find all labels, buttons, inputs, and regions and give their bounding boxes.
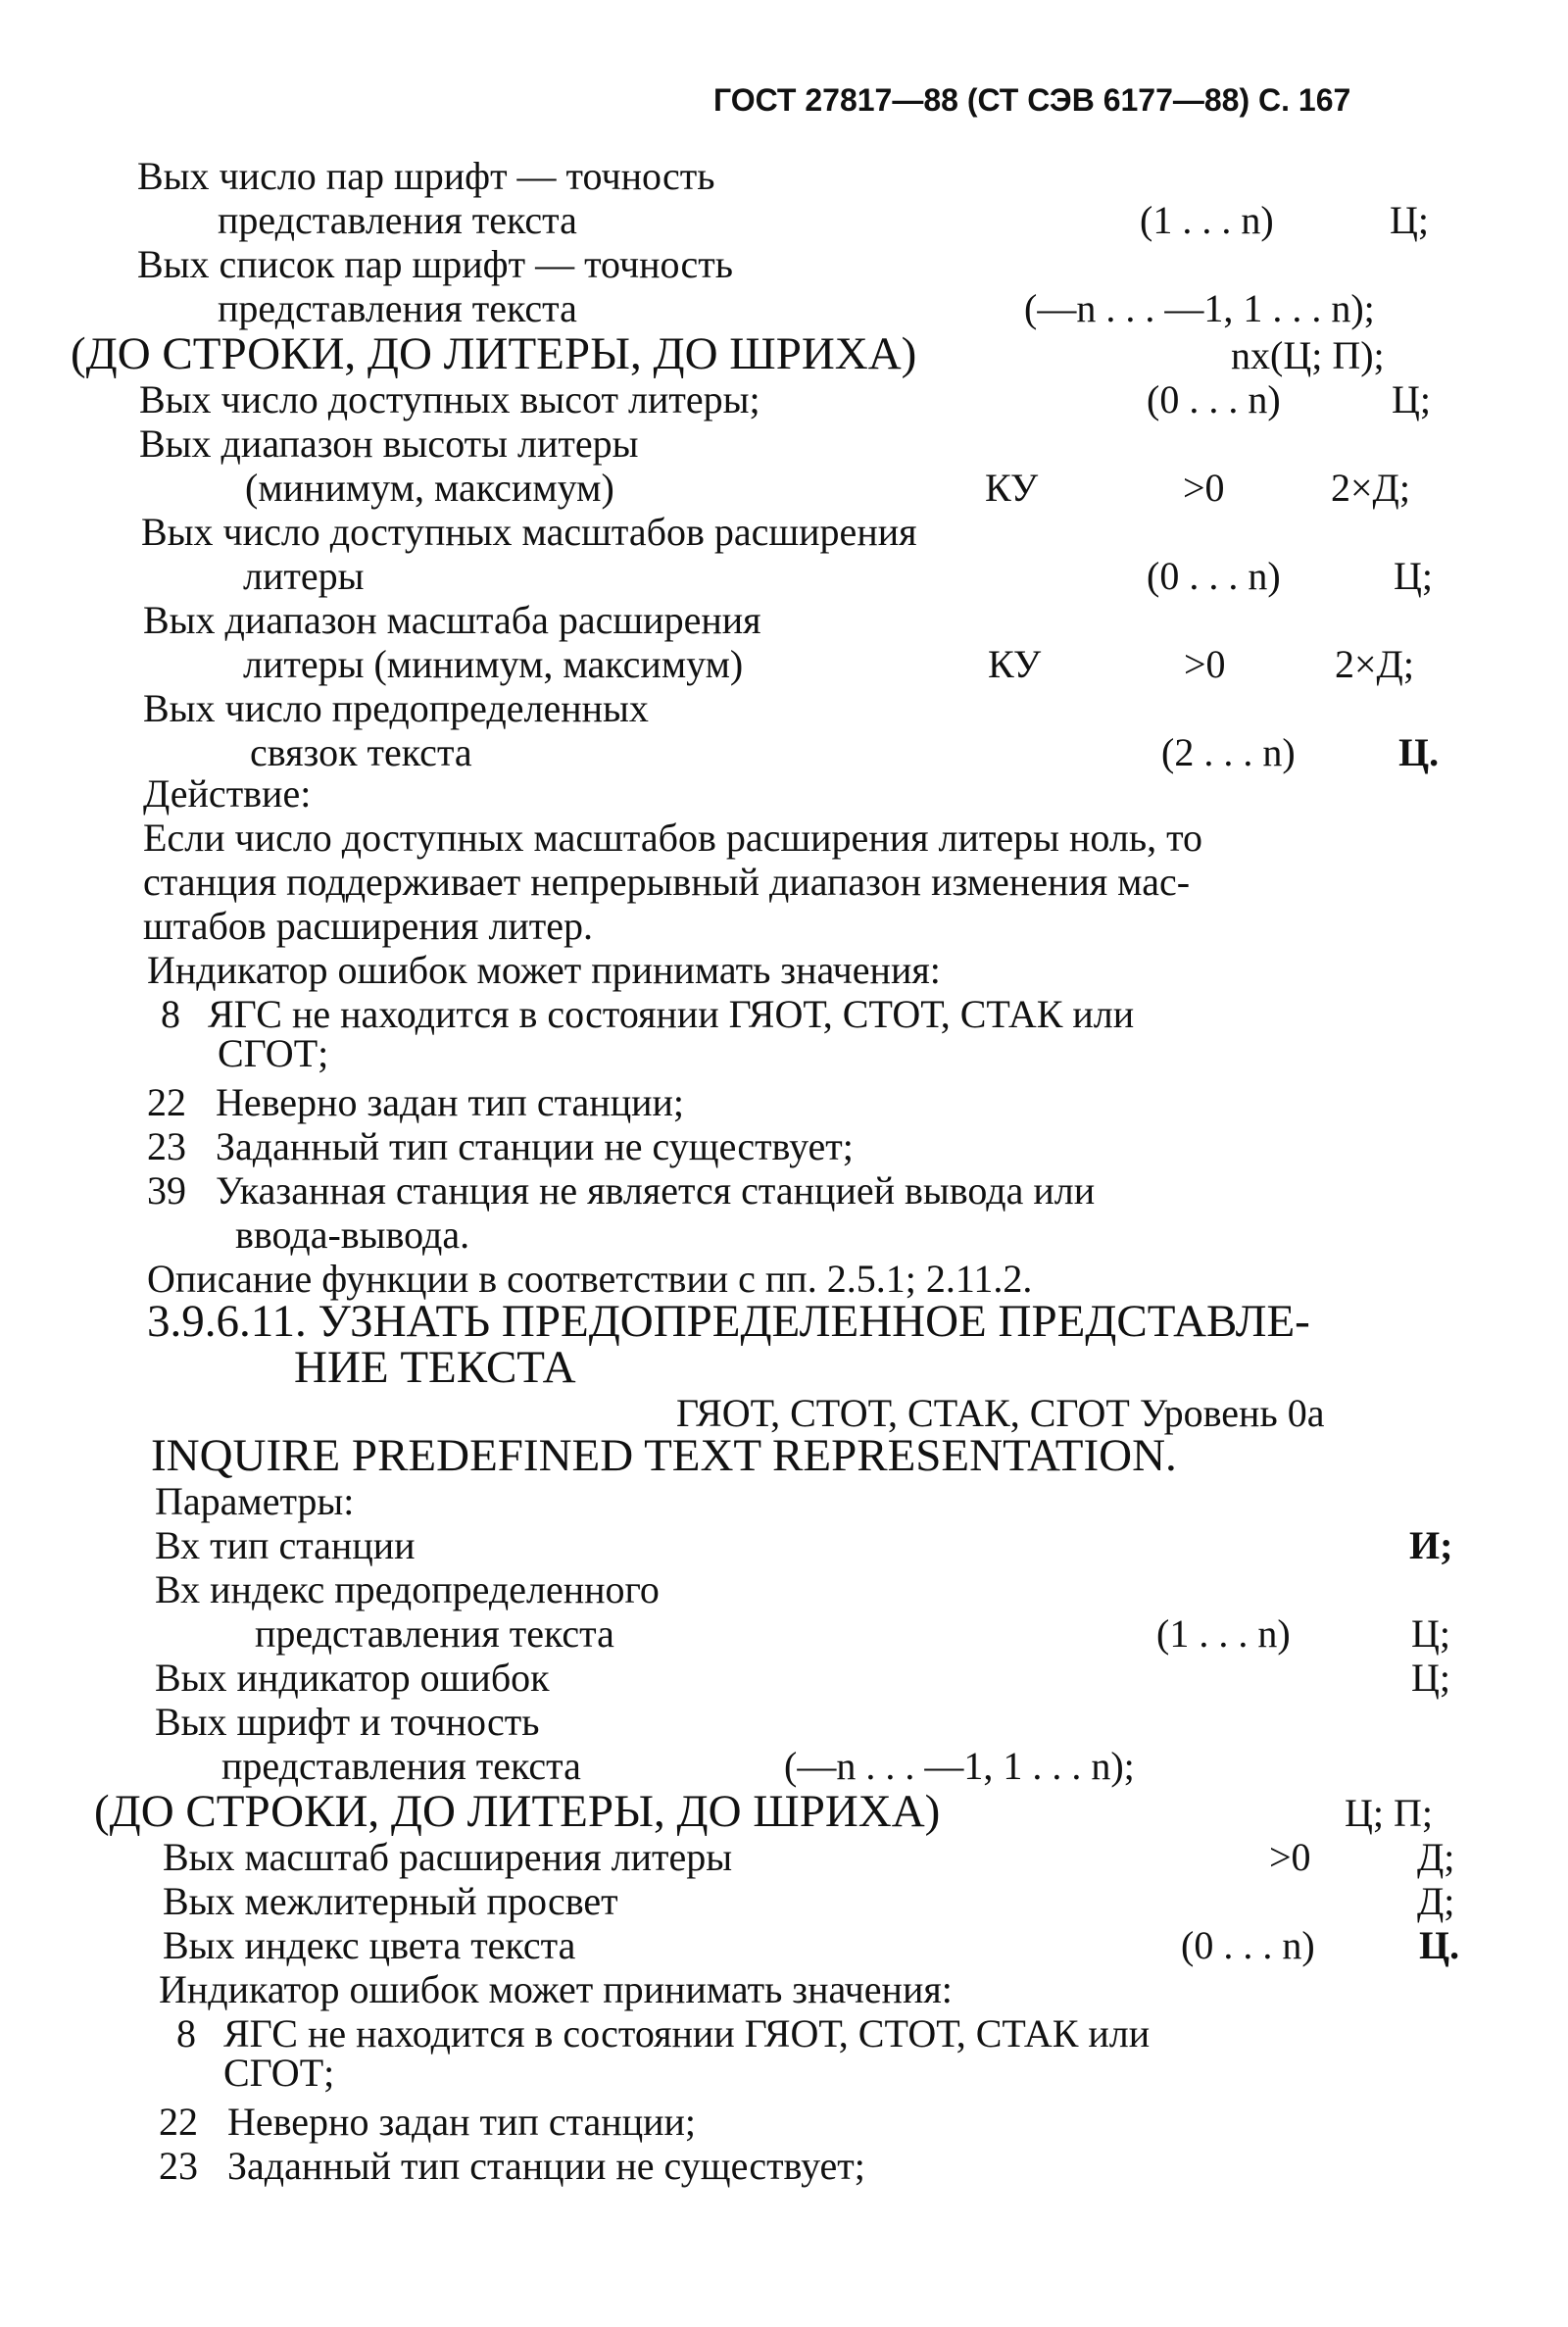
error-code: 22	[159, 2100, 198, 2144]
param-type: Ц;	[1392, 377, 1431, 421]
param-line: Вых диапазон высоты литеры	[139, 421, 639, 466]
error-code: 8	[161, 992, 180, 1036]
body-text: Если число доступных масштабов расширения литеры ноль, то	[143, 816, 1203, 860]
param-type: И;	[1409, 1523, 1453, 1567]
param-line: литеры (минимум, максимум)	[243, 642, 744, 686]
params-label: Параметры:	[155, 1479, 355, 1523]
param-line: (ДО СТРОКИ, ДО ЛИТЕРЫ, ДО ШРИХА)	[94, 1786, 941, 1837]
param-type: Д;	[1417, 1835, 1455, 1879]
section-heading: 3.9.6.11. УЗНАТЬ ПРЕДОПРЕДЕЛЕННОЕ ПРЕДСТАВЛЕ-	[147, 1296, 1310, 1347]
error-text: Указанная станция не является станцией вывода или	[216, 1168, 1096, 1213]
errors-intro: Индикатор ошибок может принимать значения:	[147, 948, 941, 992]
error-code: 23	[147, 1124, 186, 1168]
english-name: INQUIRE PREDEFINED TEXT REPRESENTATION.	[151, 1430, 1177, 1481]
param-line: Вх индекс предопределенного	[155, 1567, 660, 1611]
error-text: Заданный тип станции не существует;	[216, 1124, 854, 1168]
param-line: Вых индекс цвета текста	[163, 1923, 576, 1967]
error-text: ЯГС не находится в состоянии ГЯОТ, СТОТ, СТАК или	[208, 992, 1135, 1036]
param-line: Вых межлитерный просвет	[163, 1879, 618, 1923]
param-range: >0	[1183, 466, 1225, 510]
param-line: Вых число предопределенных	[143, 686, 649, 730]
error-code: 23	[159, 2144, 198, 2188]
states-level: ГЯОТ, СТОТ, СТАК, СГОТ Уровень 0а	[676, 1391, 1325, 1435]
param-type: Ц;	[1394, 554, 1433, 598]
param-range: >0	[1269, 1835, 1311, 1879]
param-line: представления текста	[221, 1744, 581, 1788]
param-line: Вых число доступных масштабов расширения	[141, 510, 917, 554]
error-code: 22	[147, 1080, 186, 1124]
param-line: Вых шрифт и точность	[155, 1700, 540, 1744]
param-type: 2×Д;	[1331, 466, 1410, 510]
param-line: Вых масштаб расширения литеры	[163, 1835, 733, 1879]
param-type: Ц;	[1390, 198, 1429, 242]
param-range: (0 . . . n)	[1181, 1923, 1315, 1967]
function-reference: Описание функции в соответствии с пп. 2.5.1; 2.11.2.	[147, 1257, 1033, 1301]
error-code: 39	[147, 1168, 186, 1213]
param-line: представления текста	[218, 198, 577, 242]
error-text: Заданный тип станции не существует;	[227, 2144, 865, 2188]
param-line: представления текста	[255, 1611, 614, 1656]
param-type: 2×Д;	[1335, 642, 1414, 686]
body-text: штабов расширения литер.	[143, 904, 594, 948]
param-line: Вх тип станции	[155, 1523, 416, 1567]
param-type: Ц; П;	[1345, 1791, 1433, 1835]
errors-intro: Индикатор ошибок может принимать значения:	[159, 1967, 953, 2011]
param-line: Вых диапазон масштаба расширения	[143, 598, 761, 642]
param-range: (0 . . . n)	[1147, 554, 1281, 598]
param-type: Ц.	[1398, 730, 1440, 774]
param-type: Ц.	[1419, 1923, 1460, 1967]
param-range: (—n . . . —1, 1 . . . n);	[1024, 286, 1375, 330]
action-label: Действие:	[143, 771, 312, 816]
param-line: Вых индикатор ошибок	[155, 1656, 550, 1700]
param-ku: КУ	[988, 642, 1042, 686]
param-range: (0 . . . n)	[1147, 377, 1281, 421]
error-code: 8	[176, 2011, 196, 2055]
param-line: Вых число пар шрифт — точность	[137, 154, 715, 198]
param-range: (1 . . . n)	[1140, 198, 1274, 242]
section-heading-cont: НИЕ ТЕКСТА	[294, 1342, 576, 1393]
param-line: Вых список пар шрифт — точность	[137, 242, 733, 286]
param-type: Ц;	[1411, 1656, 1450, 1700]
param-line: представления текста	[218, 286, 577, 330]
body-text: станция поддерживает непрерывный диапазон изменения мас-	[143, 860, 1191, 904]
error-text-cont: ввода-вывода.	[235, 1213, 470, 1257]
param-type: nх(Ц; П);	[1231, 333, 1385, 377]
param-range: >0	[1184, 642, 1226, 686]
param-range: (—n . . . —1, 1 . . . n);	[784, 1744, 1135, 1788]
param-range: (2 . . . n)	[1161, 730, 1296, 774]
error-text-cont: СГОТ;	[223, 2051, 335, 2095]
param-ku: КУ	[985, 466, 1039, 510]
param-line: Вых число доступных высот литеры;	[139, 377, 760, 421]
param-type: Ц;	[1411, 1611, 1450, 1656]
error-text: ЯГС не находится в состоянии ГЯОТ, СТОТ, СТАК или	[223, 2011, 1151, 2055]
param-type: Д;	[1417, 1879, 1455, 1923]
param-range: (1 . . . n)	[1156, 1611, 1291, 1656]
error-text-cont: СГОТ;	[218, 1031, 329, 1075]
param-line: (ДО СТРОКИ, ДО ЛИТЕРЫ, ДО ШРИХА)	[71, 328, 917, 379]
param-line: (минимум, максимум)	[245, 466, 614, 510]
param-line: связок текста	[250, 730, 472, 774]
running-header: ГОСТ 27817—88 (СТ СЭВ 6177—88) С. 167	[713, 82, 1351, 118]
error-text: Неверно задан тип станции;	[216, 1080, 685, 1124]
param-line: литеры	[243, 554, 365, 598]
error-text: Неверно задан тип станции;	[227, 2100, 697, 2144]
